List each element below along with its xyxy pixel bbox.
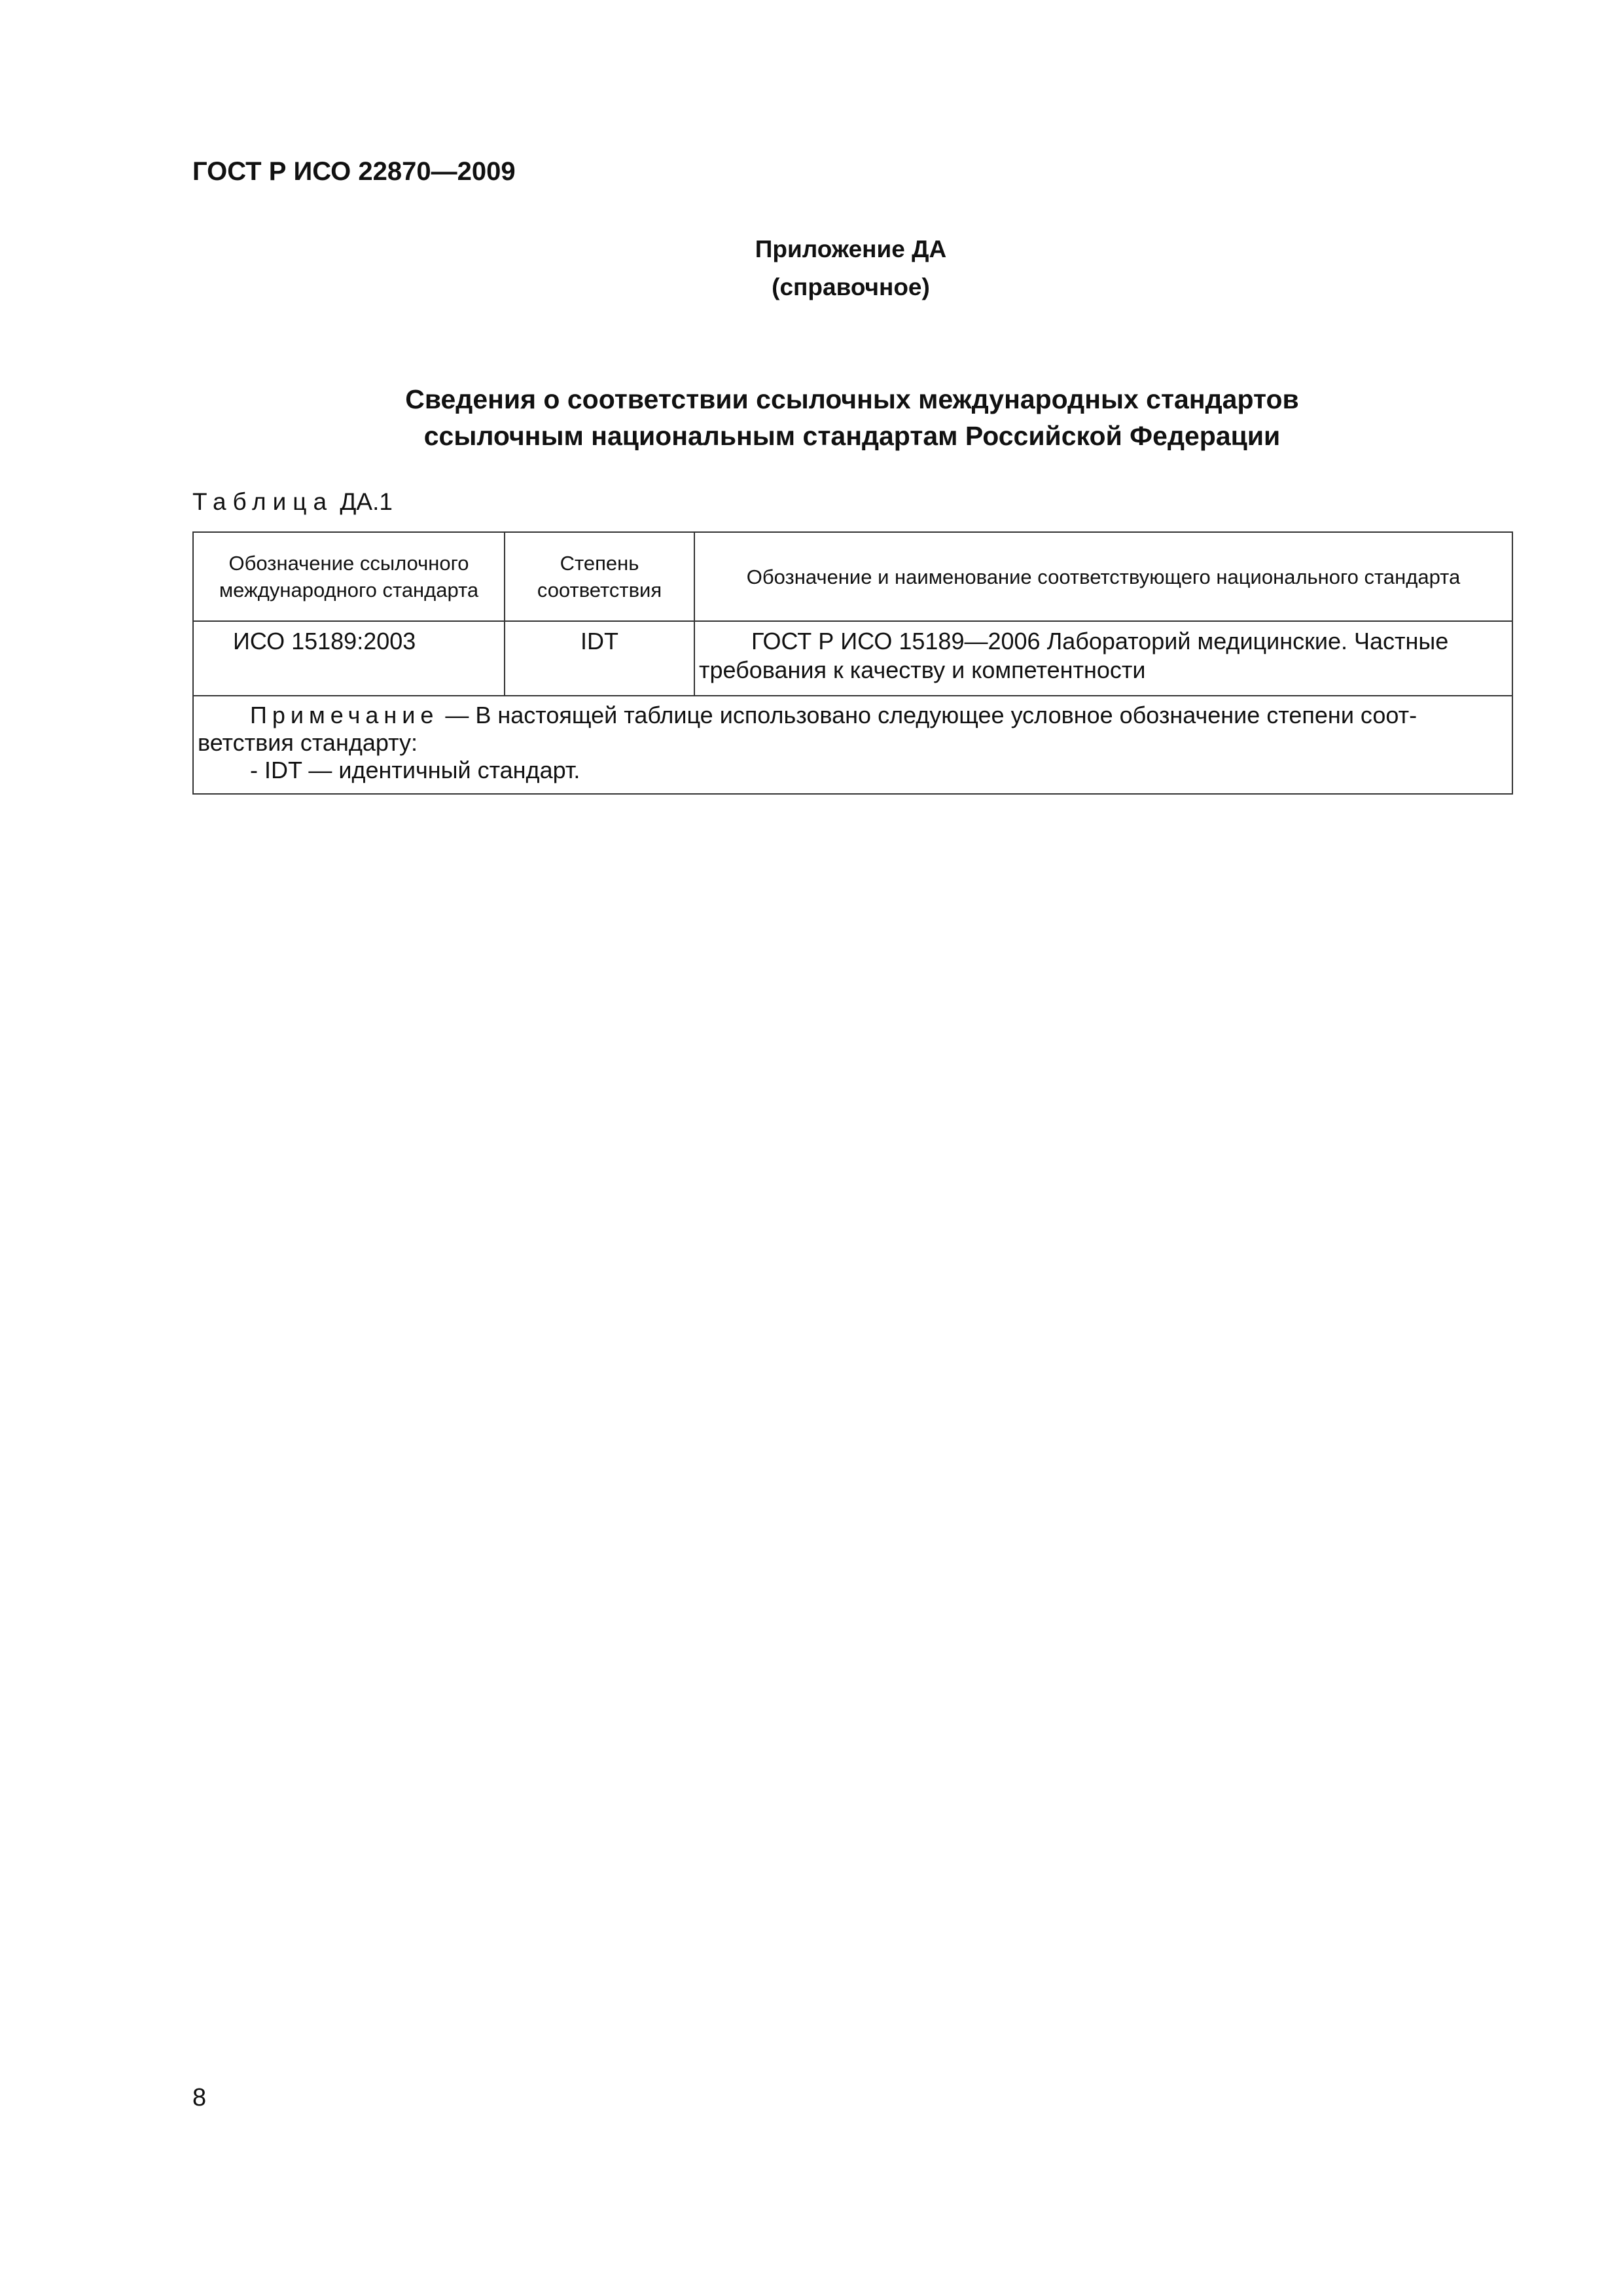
header-col3: Обозначение и наименование соответствующего национального стандарта	[746, 565, 1461, 588]
section-title-line1: Сведения о соответствии ссылочных международных стандартов	[405, 384, 1299, 414]
cell-international-standard: ИСО 15189:2003	[193, 621, 505, 696]
table-row	[193, 621, 1512, 696]
table-caption-number: ДА.1	[340, 488, 393, 515]
cell-national-standard	[694, 621, 1512, 696]
annex-heading	[654, 230, 1047, 306]
table-note	[193, 696, 1512, 794]
header-national-standard	[694, 532, 1512, 621]
table-header-row	[193, 532, 1512, 621]
header-col1-line1: Обозначение ссылочного	[228, 552, 469, 575]
table-caption-word: Таблица	[192, 488, 334, 515]
section-title-line2: ссылочным национальным стандартам Российской Федерации	[423, 421, 1281, 451]
note-text-line1: — В настоящей таблице использовано следующее условное обозначение степени соот-	[438, 702, 1418, 728]
section-title	[192, 381, 1512, 454]
header-col2-line1: Степень	[560, 552, 639, 575]
correspondence-table	[192, 531, 1513, 795]
table-caption	[192, 488, 393, 516]
header-col1-line2: международного стандарта	[219, 579, 479, 601]
note-line1	[198, 702, 1500, 729]
header-col2-line2: соответствия	[537, 579, 662, 601]
national-standard-line2: требования к качеству и компетентности	[699, 656, 1146, 683]
note-text-line2: ветствия стандарту:	[198, 729, 418, 756]
document-code: ГОСТ Р ИСО 22870—2009	[192, 157, 516, 186]
national-standard-line1: ГОСТ Р ИСО 15189—2006 Лабораторий медицинские. Частные	[751, 628, 1449, 655]
header-degree	[505, 532, 694, 621]
page-number: 8	[192, 2084, 207, 2111]
cell-degree: IDT	[505, 621, 694, 696]
note-item: - IDT — идентичный стандарт.	[250, 757, 580, 783]
table-note-row	[193, 696, 1512, 794]
header-international-standard	[193, 532, 505, 621]
annex-title: Приложение ДА	[755, 236, 947, 262]
note-label: Примечание	[250, 702, 439, 728]
annex-status: (справочное)	[772, 274, 930, 300]
